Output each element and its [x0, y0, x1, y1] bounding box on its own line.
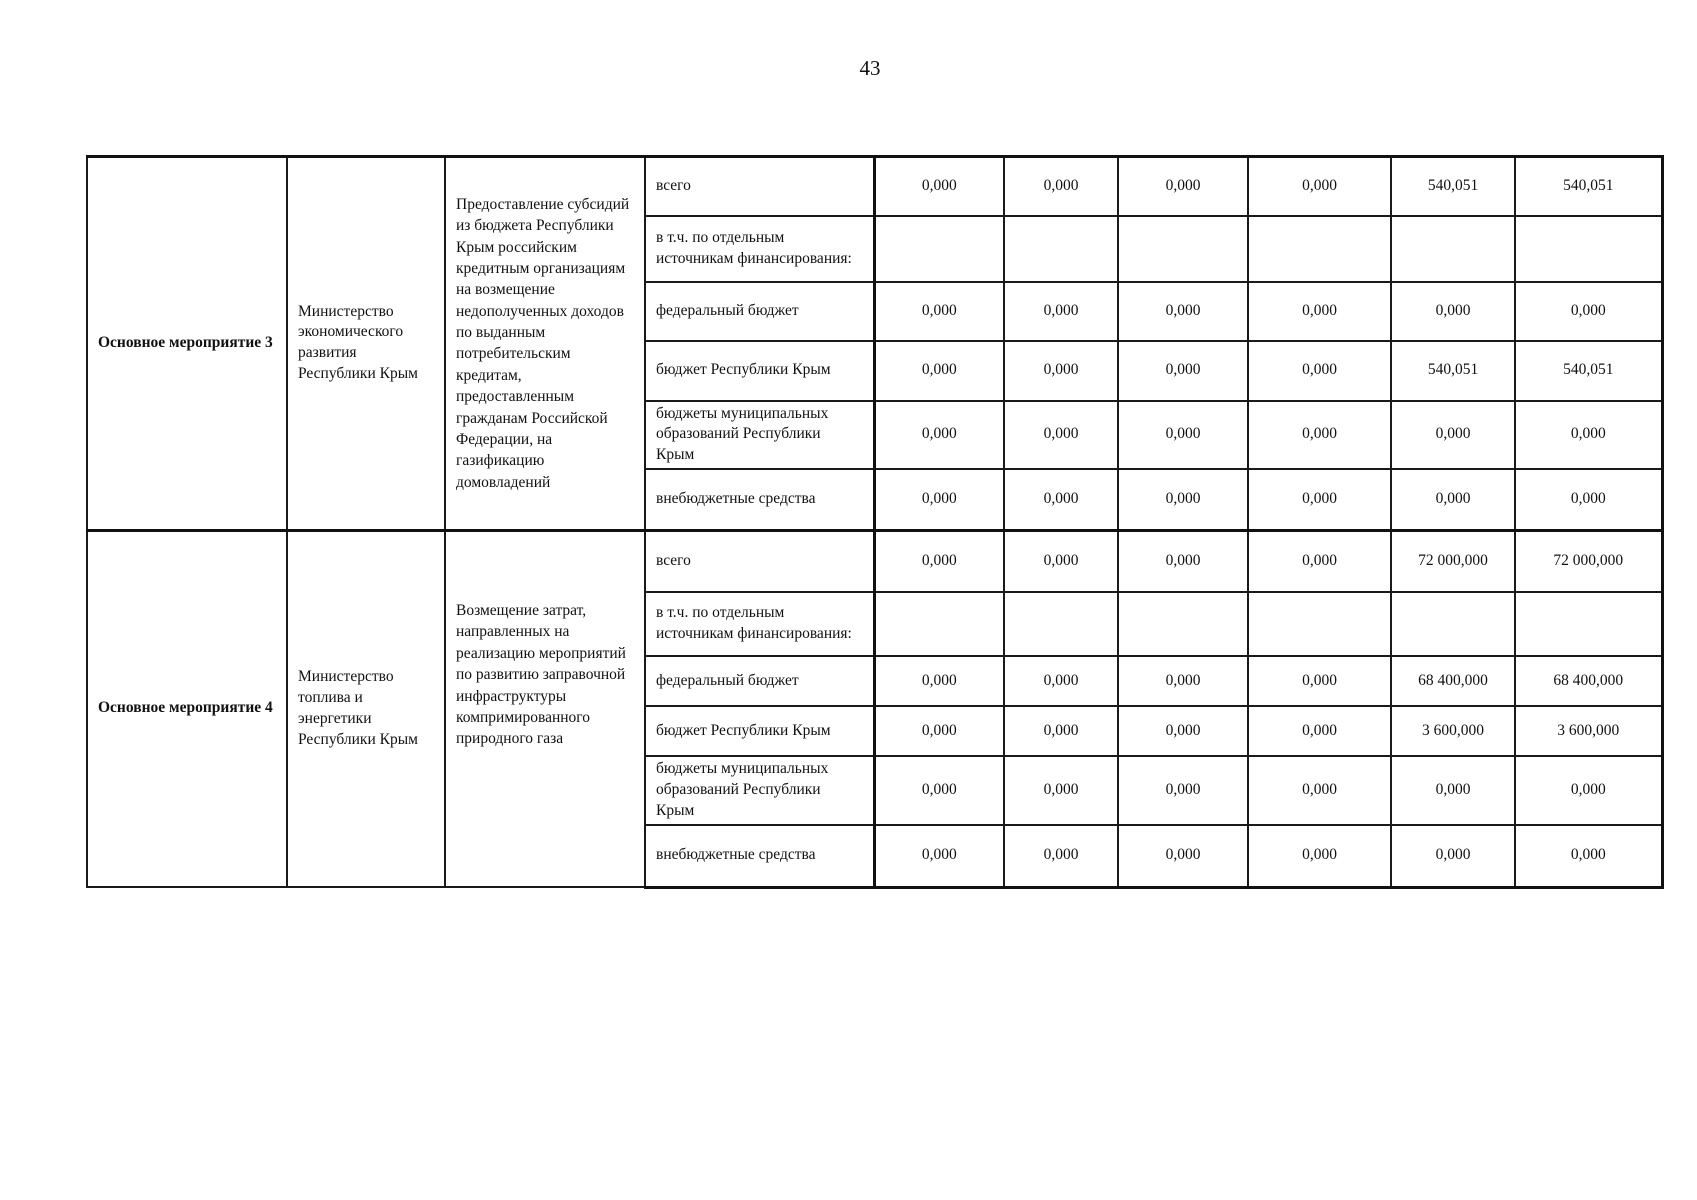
- value-cell: 0,000: [874, 157, 1004, 216]
- value-cell: 0,000: [1248, 756, 1391, 825]
- funding-source: федеральный бюджет: [645, 282, 874, 341]
- responsible-executor: Министерство топлива и энергетики Республики Крым: [287, 530, 445, 887]
- value-cell: 0,000: [874, 756, 1004, 825]
- value-cell: [1248, 592, 1391, 656]
- value-cell: 0,000: [1004, 282, 1118, 341]
- value-cell: [1391, 592, 1515, 656]
- value-cell: 0,000: [874, 341, 1004, 401]
- funding-source: в т.ч. по отдельным источникам финансирования:: [645, 216, 874, 282]
- value-cell: 0,000: [874, 656, 1004, 706]
- value-cell: 72 000,000: [1515, 530, 1662, 592]
- value-cell: 0,000: [1004, 706, 1118, 756]
- value-cell: 0,000: [1515, 825, 1662, 887]
- funding-table: [86, 155, 1664, 889]
- value-cell: 0,000: [1391, 756, 1515, 825]
- page-number: 43: [859, 56, 881, 80]
- value-cell: 0,000: [1391, 401, 1515, 470]
- value-cell: 0,000: [1248, 656, 1391, 706]
- value-cell: 0,000: [874, 469, 1004, 530]
- value-cell: 72 000,000: [1391, 530, 1515, 592]
- value-cell: 0,000: [1118, 401, 1248, 470]
- funding-source: внебюджетные средства: [645, 825, 874, 887]
- event-description: Возмещение затрат, направленных на реализацию мероприятий по развитию заправочной инфраструктуры компримированного природного газа: [445, 530, 645, 887]
- value-cell: 540,051: [1391, 341, 1515, 401]
- value-cell: 0,000: [1248, 282, 1391, 341]
- value-cell: 0,000: [1004, 341, 1118, 401]
- value-cell: 0,000: [1118, 656, 1248, 706]
- value-cell: 0,000: [1118, 756, 1248, 825]
- value-cell: [874, 592, 1004, 656]
- event-title: Основное мероприятие 4: [87, 530, 287, 887]
- value-cell: 0,000: [874, 282, 1004, 341]
- responsible-executor: Министерство экономического развития Республики Крым: [287, 157, 445, 531]
- value-cell: 3 600,000: [1391, 706, 1515, 756]
- value-cell: 0,000: [1515, 756, 1662, 825]
- event-title: Основное мероприятие 3: [87, 157, 287, 531]
- funding-source: всего: [645, 157, 874, 216]
- value-cell: [1515, 592, 1662, 656]
- value-cell: 0,000: [1248, 825, 1391, 887]
- value-cell: [874, 216, 1004, 282]
- value-cell: 0,000: [1004, 469, 1118, 530]
- value-cell: 0,000: [874, 401, 1004, 470]
- value-cell: 0,000: [1248, 706, 1391, 756]
- funding-source: в т.ч. по отдельным источникам финансирования:: [645, 592, 874, 656]
- value-cell: [1004, 592, 1118, 656]
- table-row: [87, 530, 1662, 592]
- value-cell: 0,000: [1391, 282, 1515, 341]
- value-cell: 0,000: [1004, 825, 1118, 887]
- value-cell: 0,000: [874, 530, 1004, 592]
- value-cell: 0,000: [1515, 282, 1662, 341]
- funding-source: бюджеты муниципальных образований Республики Крым: [645, 401, 874, 470]
- value-cell: 540,051: [1391, 157, 1515, 216]
- funding-source: всего: [645, 530, 874, 592]
- table-row: [87, 157, 1662, 216]
- value-cell: [1118, 592, 1248, 656]
- value-cell: 0,000: [1004, 401, 1118, 470]
- value-cell: 0,000: [1118, 469, 1248, 530]
- funding-source: бюджет Республики Крым: [645, 706, 874, 756]
- value-cell: 0,000: [1118, 825, 1248, 887]
- value-cell: 0,000: [1391, 469, 1515, 530]
- event-description: Предоставление субсидий из бюджета Республики Крым российским кредитным организациям на возмещение недополученных доходов по выданным потребительским кредитам, предоставленным гражданам Российской Федерации, на газификацию домовладений: [445, 157, 645, 531]
- value-cell: [1118, 216, 1248, 282]
- value-cell: 540,051: [1515, 341, 1662, 401]
- funding-source: федеральный бюджет: [645, 656, 874, 706]
- value-cell: 0,000: [1118, 706, 1248, 756]
- value-cell: 0,000: [1118, 530, 1248, 592]
- value-cell: 0,000: [1515, 401, 1662, 470]
- value-cell: 0,000: [1248, 530, 1391, 592]
- value-cell: 0,000: [1248, 341, 1391, 401]
- value-cell: 0,000: [1118, 282, 1248, 341]
- value-cell: 0,000: [874, 706, 1004, 756]
- value-cell: [1515, 216, 1662, 282]
- funding-source: бюджет Республики Крым: [645, 341, 874, 401]
- value-cell: 0,000: [1004, 530, 1118, 592]
- value-cell: 0,000: [1118, 341, 1248, 401]
- value-cell: 0,000: [874, 825, 1004, 887]
- value-cell: [1004, 216, 1118, 282]
- value-cell: 68 400,000: [1391, 656, 1515, 706]
- value-cell: 540,051: [1515, 157, 1662, 216]
- value-cell: [1248, 216, 1391, 282]
- value-cell: 68 400,000: [1515, 656, 1662, 706]
- value-cell: 0,000: [1004, 656, 1118, 706]
- funding-source: внебюджетные средства: [645, 469, 874, 530]
- value-cell: 0,000: [1004, 756, 1118, 825]
- value-cell: 0,000: [1004, 157, 1118, 216]
- funding-source: бюджеты муниципальных образований Республики Крым: [645, 756, 874, 825]
- value-cell: 3 600,000: [1515, 706, 1662, 756]
- value-cell: 0,000: [1248, 469, 1391, 530]
- value-cell: 0,000: [1515, 469, 1662, 530]
- value-cell: [1391, 216, 1515, 282]
- value-cell: 0,000: [1391, 825, 1515, 887]
- value-cell: 0,000: [1248, 401, 1391, 470]
- value-cell: 0,000: [1248, 157, 1391, 216]
- value-cell: 0,000: [1118, 157, 1248, 216]
